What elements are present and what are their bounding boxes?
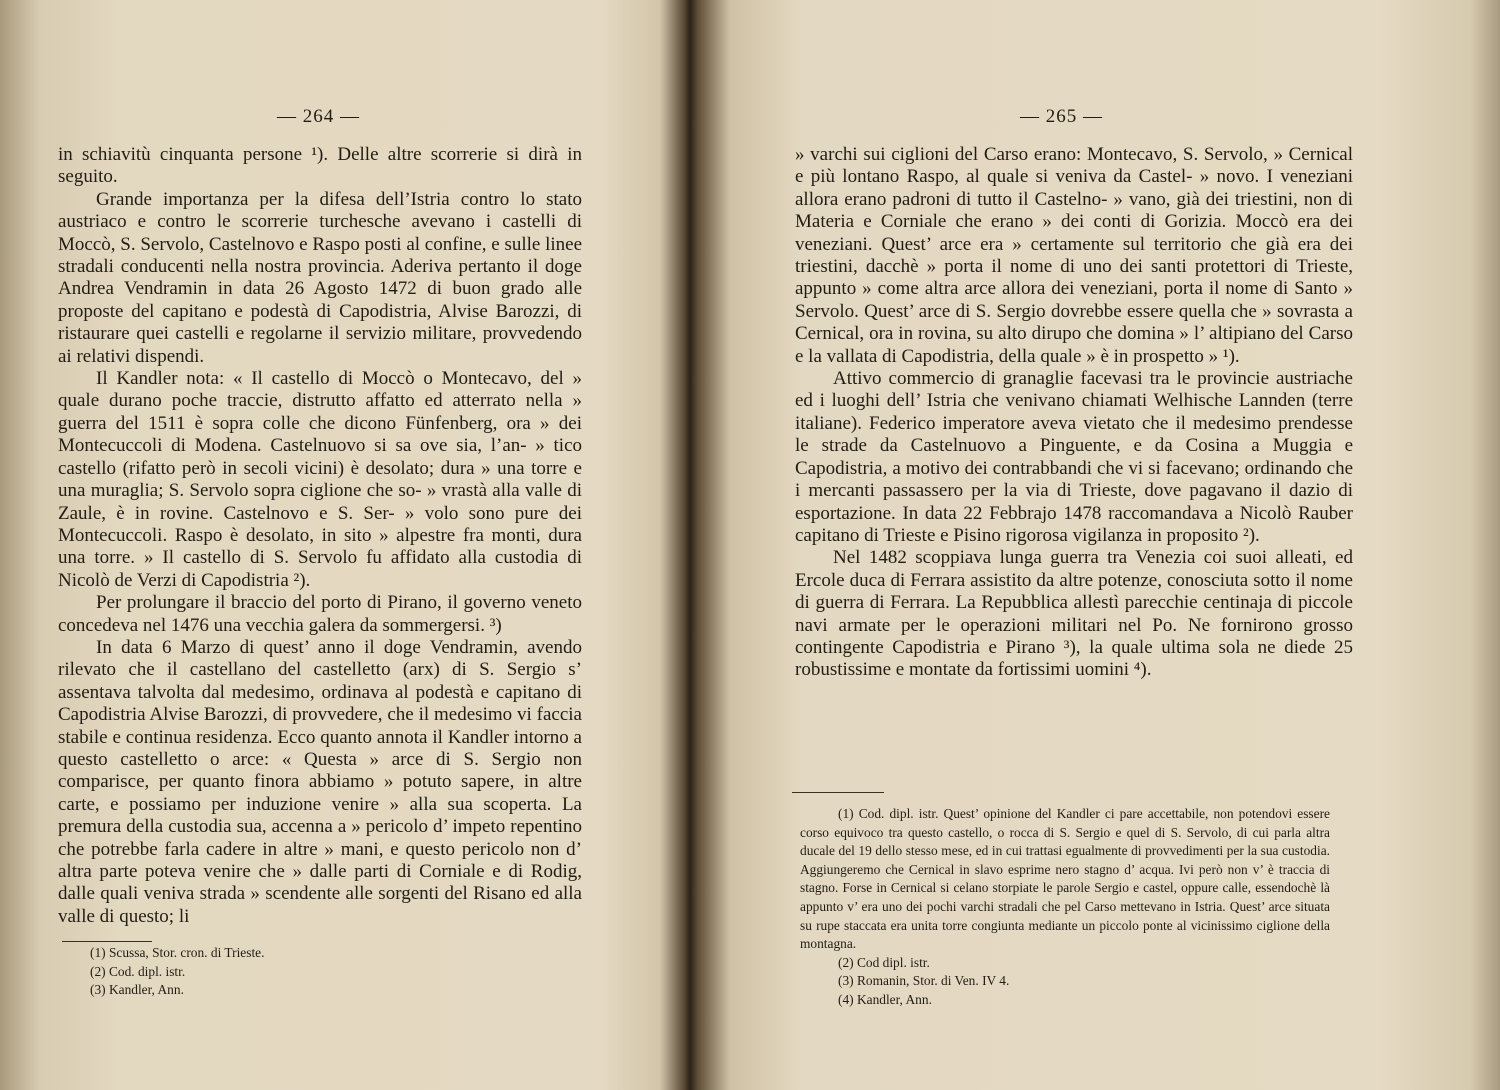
paragraph: Attivo commercio di granaglie facevasi tra le provincie austriache ed i luoghi dell’ Istria che venivano chiamati Welhische Lannden (terre italiane). Federico imperatore aveva vietato che il medesimo prendesse le strade da Castelnuovo a Pinguente, e da Cosina a Muggia e Capodistria, a motivo dei contrabbandi che vi si facevano; ordinando che i mercanti passassero per la via di Trieste, dove pagavano il dazio di esportazione. In data 22 Febbrajo 1478 raccomandava a Nicolò Rauber capitano di Trieste e Pisino rigorosa vigilanza in proposito ²). (795, 368, 1353, 546)
footnote-divider (62, 941, 152, 942)
footnote: (3) Kandler, Ann. (90, 982, 184, 998)
footnote-divider (792, 792, 884, 793)
body-text (58, 144, 582, 928)
footnote: (1) Scussa, Stor. cron. di Trieste. (90, 945, 265, 960)
footnote: (4) Kandler, Ann. (838, 991, 932, 1007)
footnotes (90, 944, 510, 1000)
body-text (795, 144, 1353, 682)
left-page (40, 0, 660, 1090)
footnote: (2) Cod. dipl. istr. (90, 963, 186, 979)
footnote: (1) Cod. dipl. istr. Quest’ opinione del Kandler ci pare accettabile, non potendovi essere corso equivoco tra questo castello, o rocca di S. Sergio e quel di S. Servolo, di cui parla altra ducale del 19 dello stesso mese, ed in cui trattasi egualmente di provvedimenti per la sua custodia. Aggiungeremo che Cernical in slavo esprime nero stagno d’ acqua. Ivi però non v’ è traccia di stagno. Forse in Cernical si celano storpiate le parole Sergio e castel, oppure calle, essendochè là appunto v’ era uno dei pochi varchi stradali che pel Carso mettevano in Istria. Quest’ arce situata su rupe staccata era unita torre congiunta mediante un piccolo ponte al vicinissimo ciglione della montagna. (800, 806, 1330, 952)
paragraph: » varchi sui ciglioni del Carso erano: Montecavo, S. Servolo, » Cernical e più lontano Raspo, al quale si veniva da Castel- » novo. I veneziani allora erano padroni di tutto il Castelno- » vano, già dei triestini, non di Materia e Corniale che erano » dei conti di Gorizia. Moccò era dei veneziani. Quest’ arce era » certamente sul territorio che già era dei triestini, dacchè » porta il nome di uno dei santi protettori di Trieste, appunto » come altra arce allora dei veneziani, porta il nome di Santo » Servolo. Quest’ arce di S. Sergio dovrebbe essere quella che » sovrasta a Cernical, ora in rovina, su alto dirupo che domina » l’ altipiano del Carso e la vallata di Capodistria, della quale » è in prospetto » ¹). (795, 144, 1353, 367)
paragraph: Nel 1482 scoppiava lunga guerra tra Venezia coi suoi alleati, ed Ercole duca di Ferrara assistito da altre potenze, conosciuta sotto il nome di guerra di Ferrara. La Repubblica allestì parecchie centinaja di piccole navi armate per le operazioni militari nel Po. Ne fornirono grosso contingente Capodistria e Pirano ³), la quale ultima sola ne diede 25 robustissime e montate da fortissimi uomini ⁴). (795, 547, 1353, 681)
paragraph: Grande importanza per la difesa dell’Istria contro lo stato austriaco e contro le scorrerie turchesche avevano i castelli di Moccò, S. Servolo, Castelnovo e Raspo posti al confine, e sulle linee stradali conducenti nella nostra provincia. Aderiva pertanto il doge Andrea Vendramin in data 26 Agosto 1472 di buon grado alle proposte del capitano e podestà di Capodistria, Alvise Barozzi, di ristaurare quei castelli e regolarne il servizio militare, provvedendo ai relativi dispendi. (58, 188, 582, 367)
paragraph: in schiavitù cinquanta persone ¹). Delle altre scorrerie si dirà in seguito. (58, 144, 582, 188)
footnote: (3) Romanin, Stor. di Ven. IV 4. (838, 973, 1010, 989)
page-number: — 265 — (1020, 106, 1103, 127)
footnote: (2) Cod dipl. istr. (838, 954, 930, 970)
paragraph: Il Kandler nota: « Il castello di Moccò o Montecavo, del » quale durano poche traccie, distrutto affatto ed atterrato nella » guerra del 1511 è sopra colle che dicono Fünfenberg, ora » dei Montecuccoli di Modena. Castelnuovo si sa ove sia, l’an- » tico castello (rifatto però in secoli vicini) è desolato; dura » una torre e una muraglia; S. Servolo sopra ciglione che so- » vrastà alla valle di Zaule, è in rovine. Castelnovo e S. Ser- » volo sono pure dei Montecuccoli. Raspo è desolato, in sito » alpestre fra monti, dura una torre. » Il castello di S. Servolo fu affidato alla custodia di Nicolò de Verzi di Capodistria ²). (58, 368, 582, 591)
page-number: — 264 — (277, 106, 360, 127)
footnotes (800, 805, 1330, 1010)
paragraph: Per prolungare il braccio del porto di Pirano, il governo veneto concedeva nel 1476 una vecchia galera da sommergersi. ³) (58, 592, 582, 636)
paragraph: In data 6 Marzo di quest’ anno il doge Vendramin, avendo rilevato che il castellano del castelletto (arx) di S. Sergio s’ assentava talvolta dal medesimo, ordinava al podestà e capitano di Capodistria Alvise Barozzi, di provvedere, che il medesimo vi faccia stabile e continua residenza. Ecco quanto annota il Kandler intorno a questo castelletto o arce: « Questa » arce di S. Sergio non comparisce, per quanto finora abbiamo » potuto sapere, in altre carte, e possiamo per induzione venire » alla sua scoperta. La premura della custodia sua, accenna a » pericolo d’ impeto repentino che potrebbe farla cadere in altre » mani, e questo pericolo non d’ altra parte poteva venire che » dalle parti di Corniale e di Rodig, dalle quali veniva strada » scendente alle sorgenti del Risano ed alla valle di questo; li (58, 636, 582, 927)
right-page (700, 0, 1460, 1090)
